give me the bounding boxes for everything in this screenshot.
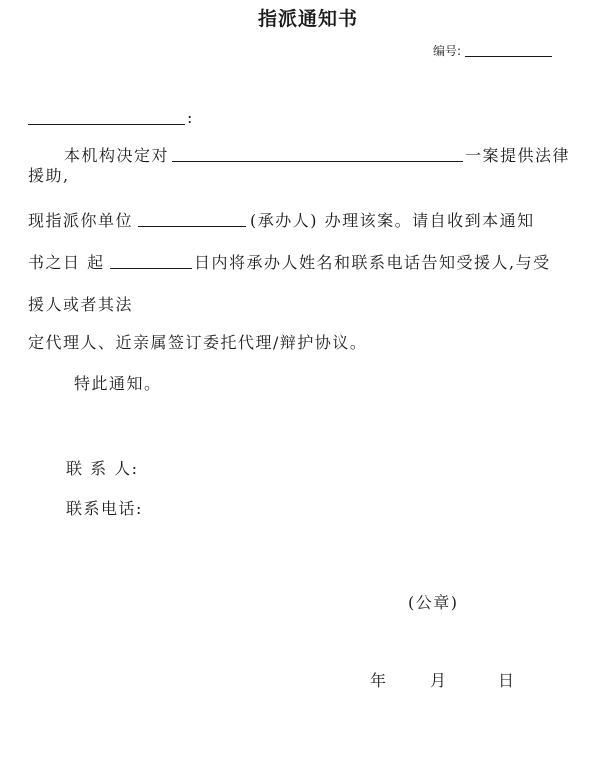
para2-start: 现指派你单位 (28, 211, 134, 230)
para1-start: 本机构决定对 (64, 146, 170, 165)
para2-middle: (承办人) 办理该案。请自收到本通知 (250, 211, 535, 230)
case-party-line[interactable] (172, 161, 463, 162)
date-year: 年 (370, 671, 388, 690)
para2-line3: 援人或者其法 (28, 295, 134, 314)
addressee-line[interactable] (28, 124, 185, 125)
para1-continuation: 援助, (28, 166, 70, 185)
para2-line2-end: 日内将承办人姓名和联系电话告知受援人,与受 (194, 253, 551, 272)
contact-phone-label: 联系电话: (66, 499, 143, 518)
assigned-unit-line[interactable] (138, 226, 246, 227)
contact-person-label: 联 系 人: (66, 459, 139, 478)
para1-end: 一案提供法律 (465, 146, 571, 165)
notice-text: 特此通知。 (74, 374, 162, 393)
days-line[interactable] (110, 268, 192, 269)
date-day: 日 (498, 671, 516, 690)
number-label: 编号: (433, 44, 462, 58)
addressee-colon: : (187, 108, 194, 127)
para2-line2-start: 书之日 起 (28, 253, 105, 272)
number-field-line[interactable] (465, 56, 552, 57)
official-seal-label: (公章) (408, 593, 459, 612)
date-month: 月 (430, 671, 448, 690)
document-title: 指派通知书 (257, 8, 358, 30)
para2-line4: 定代理人、近亲属签订委托代理/辩护协议。 (28, 333, 368, 352)
